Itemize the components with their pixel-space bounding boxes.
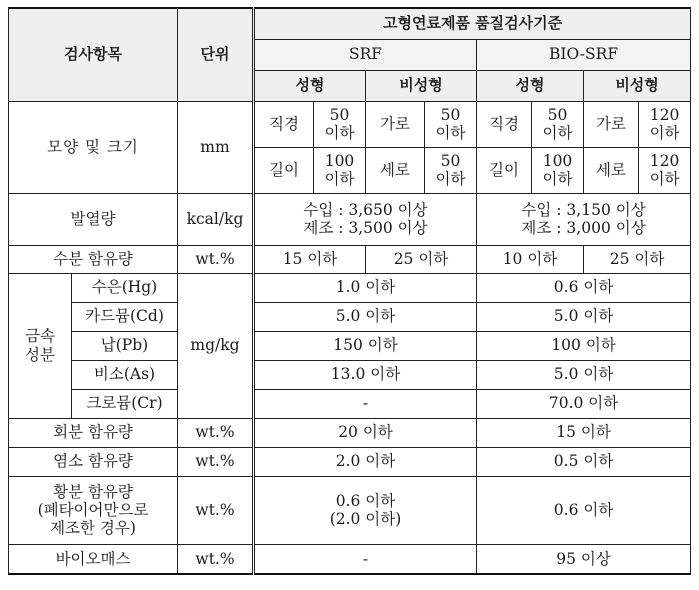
bio-diameter-value: 50 이하 (532, 101, 584, 147)
moisture-unit: wt.% (178, 245, 254, 273)
metal-srf-value: 150 이하 (254, 331, 477, 360)
moisture-bio-molded: 10 이하 (477, 245, 584, 273)
metals-unit: mg/kg (178, 273, 254, 418)
metal-bio-value: 5.0 이하 (477, 360, 691, 389)
sulfur-srf: 0.6 이하 (2.0 이하) (254, 476, 477, 544)
header-bio-srf: BIO-SRF (477, 39, 691, 70)
moisture-bio-unmolded: 25 이하 (584, 245, 691, 273)
srf-height-value: 50 이하 (425, 147, 477, 193)
header-standard: 고형연료제품 품질검사기준 (254, 8, 691, 39)
sulfur-bio: 0.6 이하 (477, 476, 691, 544)
metal-srf-value: 1.0 이하 (254, 273, 477, 302)
bio-height-value: 120 이하 (639, 147, 691, 193)
chlorine-label: 염소 함유량 (9, 447, 178, 476)
bio-height-label: 세로 (584, 147, 639, 193)
metal-name: 크로뮴(Cr) (72, 389, 178, 418)
ash-srf: 20 이하 (254, 418, 477, 447)
metal-bio-value: 0.6 이하 (477, 273, 691, 302)
srf-diameter-value: 50 이하 (314, 101, 366, 147)
header-bio-molded: 성형 (477, 70, 584, 101)
heat-unit: kcal/kg (178, 193, 254, 245)
header-item: 검사항목 (9, 8, 178, 101)
metal-bio-value: 100 이하 (477, 331, 691, 360)
metals-group-label: 금속 성분 (9, 273, 72, 418)
shape-label: 모양 및 크기 (9, 101, 178, 193)
chlorine-unit: wt.% (178, 447, 254, 476)
ash-label: 회분 함유량 (9, 418, 178, 447)
moisture-srf-unmolded: 25 이하 (366, 245, 477, 273)
srf-width-value: 50 이하 (425, 101, 477, 147)
heat-bio: 수입 : 3,150 이상 제조 : 3,000 이상 (477, 193, 691, 245)
moisture-label: 수분 함유량 (9, 245, 178, 273)
srf-height-label: 세로 (366, 147, 425, 193)
metal-bio-value: 5.0 이하 (477, 302, 691, 331)
bio-width-value: 120 이하 (639, 101, 691, 147)
srf-length-value: 100 이하 (314, 147, 366, 193)
ash-unit: wt.% (178, 418, 254, 447)
ash-bio: 15 이하 (477, 418, 691, 447)
bio-length-label: 길이 (477, 147, 532, 193)
metal-name: 수은(Hg) (72, 273, 178, 302)
biomass-unit: wt.% (178, 544, 254, 574)
bio-width-label: 가로 (584, 101, 639, 147)
header-srf-unmolded: 비성형 (366, 70, 477, 101)
metal-name: 납(Pb) (72, 331, 178, 360)
metal-srf-value: 5.0 이하 (254, 302, 477, 331)
shape-unit: mm (178, 101, 254, 193)
metal-srf-value: 13.0 이하 (254, 360, 477, 389)
metal-bio-value: 70.0 이하 (477, 389, 691, 418)
biomass-bio: 95 이상 (477, 544, 691, 574)
sulfur-unit: wt.% (178, 476, 254, 544)
header-unit: 단위 (178, 8, 254, 101)
heat-srf: 수입 : 3,650 이상 제조 : 3,500 이상 (254, 193, 477, 245)
biomass-label: 바이오매스 (9, 544, 178, 574)
quality-standard-table (8, 7, 691, 575)
sulfur-label: 황분 함유량 (폐타이어만으로 제조한 경우) (9, 476, 178, 544)
header-srf: SRF (254, 39, 477, 70)
srf-diameter-label: 직경 (254, 101, 314, 147)
metal-srf-value: - (254, 389, 477, 418)
bio-length-value: 100 이하 (532, 147, 584, 193)
header-bio-unmolded: 비성형 (584, 70, 691, 101)
chlorine-bio: 0.5 이하 (477, 447, 691, 476)
srf-length-label: 길이 (254, 147, 314, 193)
heat-label: 발열량 (9, 193, 178, 245)
bio-diameter-label: 직경 (477, 101, 532, 147)
metal-name: 비소(As) (72, 360, 178, 389)
metal-name: 카드뮴(Cd) (72, 302, 178, 331)
moisture-srf-molded: 15 이하 (254, 245, 366, 273)
chlorine-srf: 2.0 이하 (254, 447, 477, 476)
header-srf-molded: 성형 (254, 70, 366, 101)
biomass-srf: - (254, 544, 477, 574)
srf-width-label: 가로 (366, 101, 425, 147)
